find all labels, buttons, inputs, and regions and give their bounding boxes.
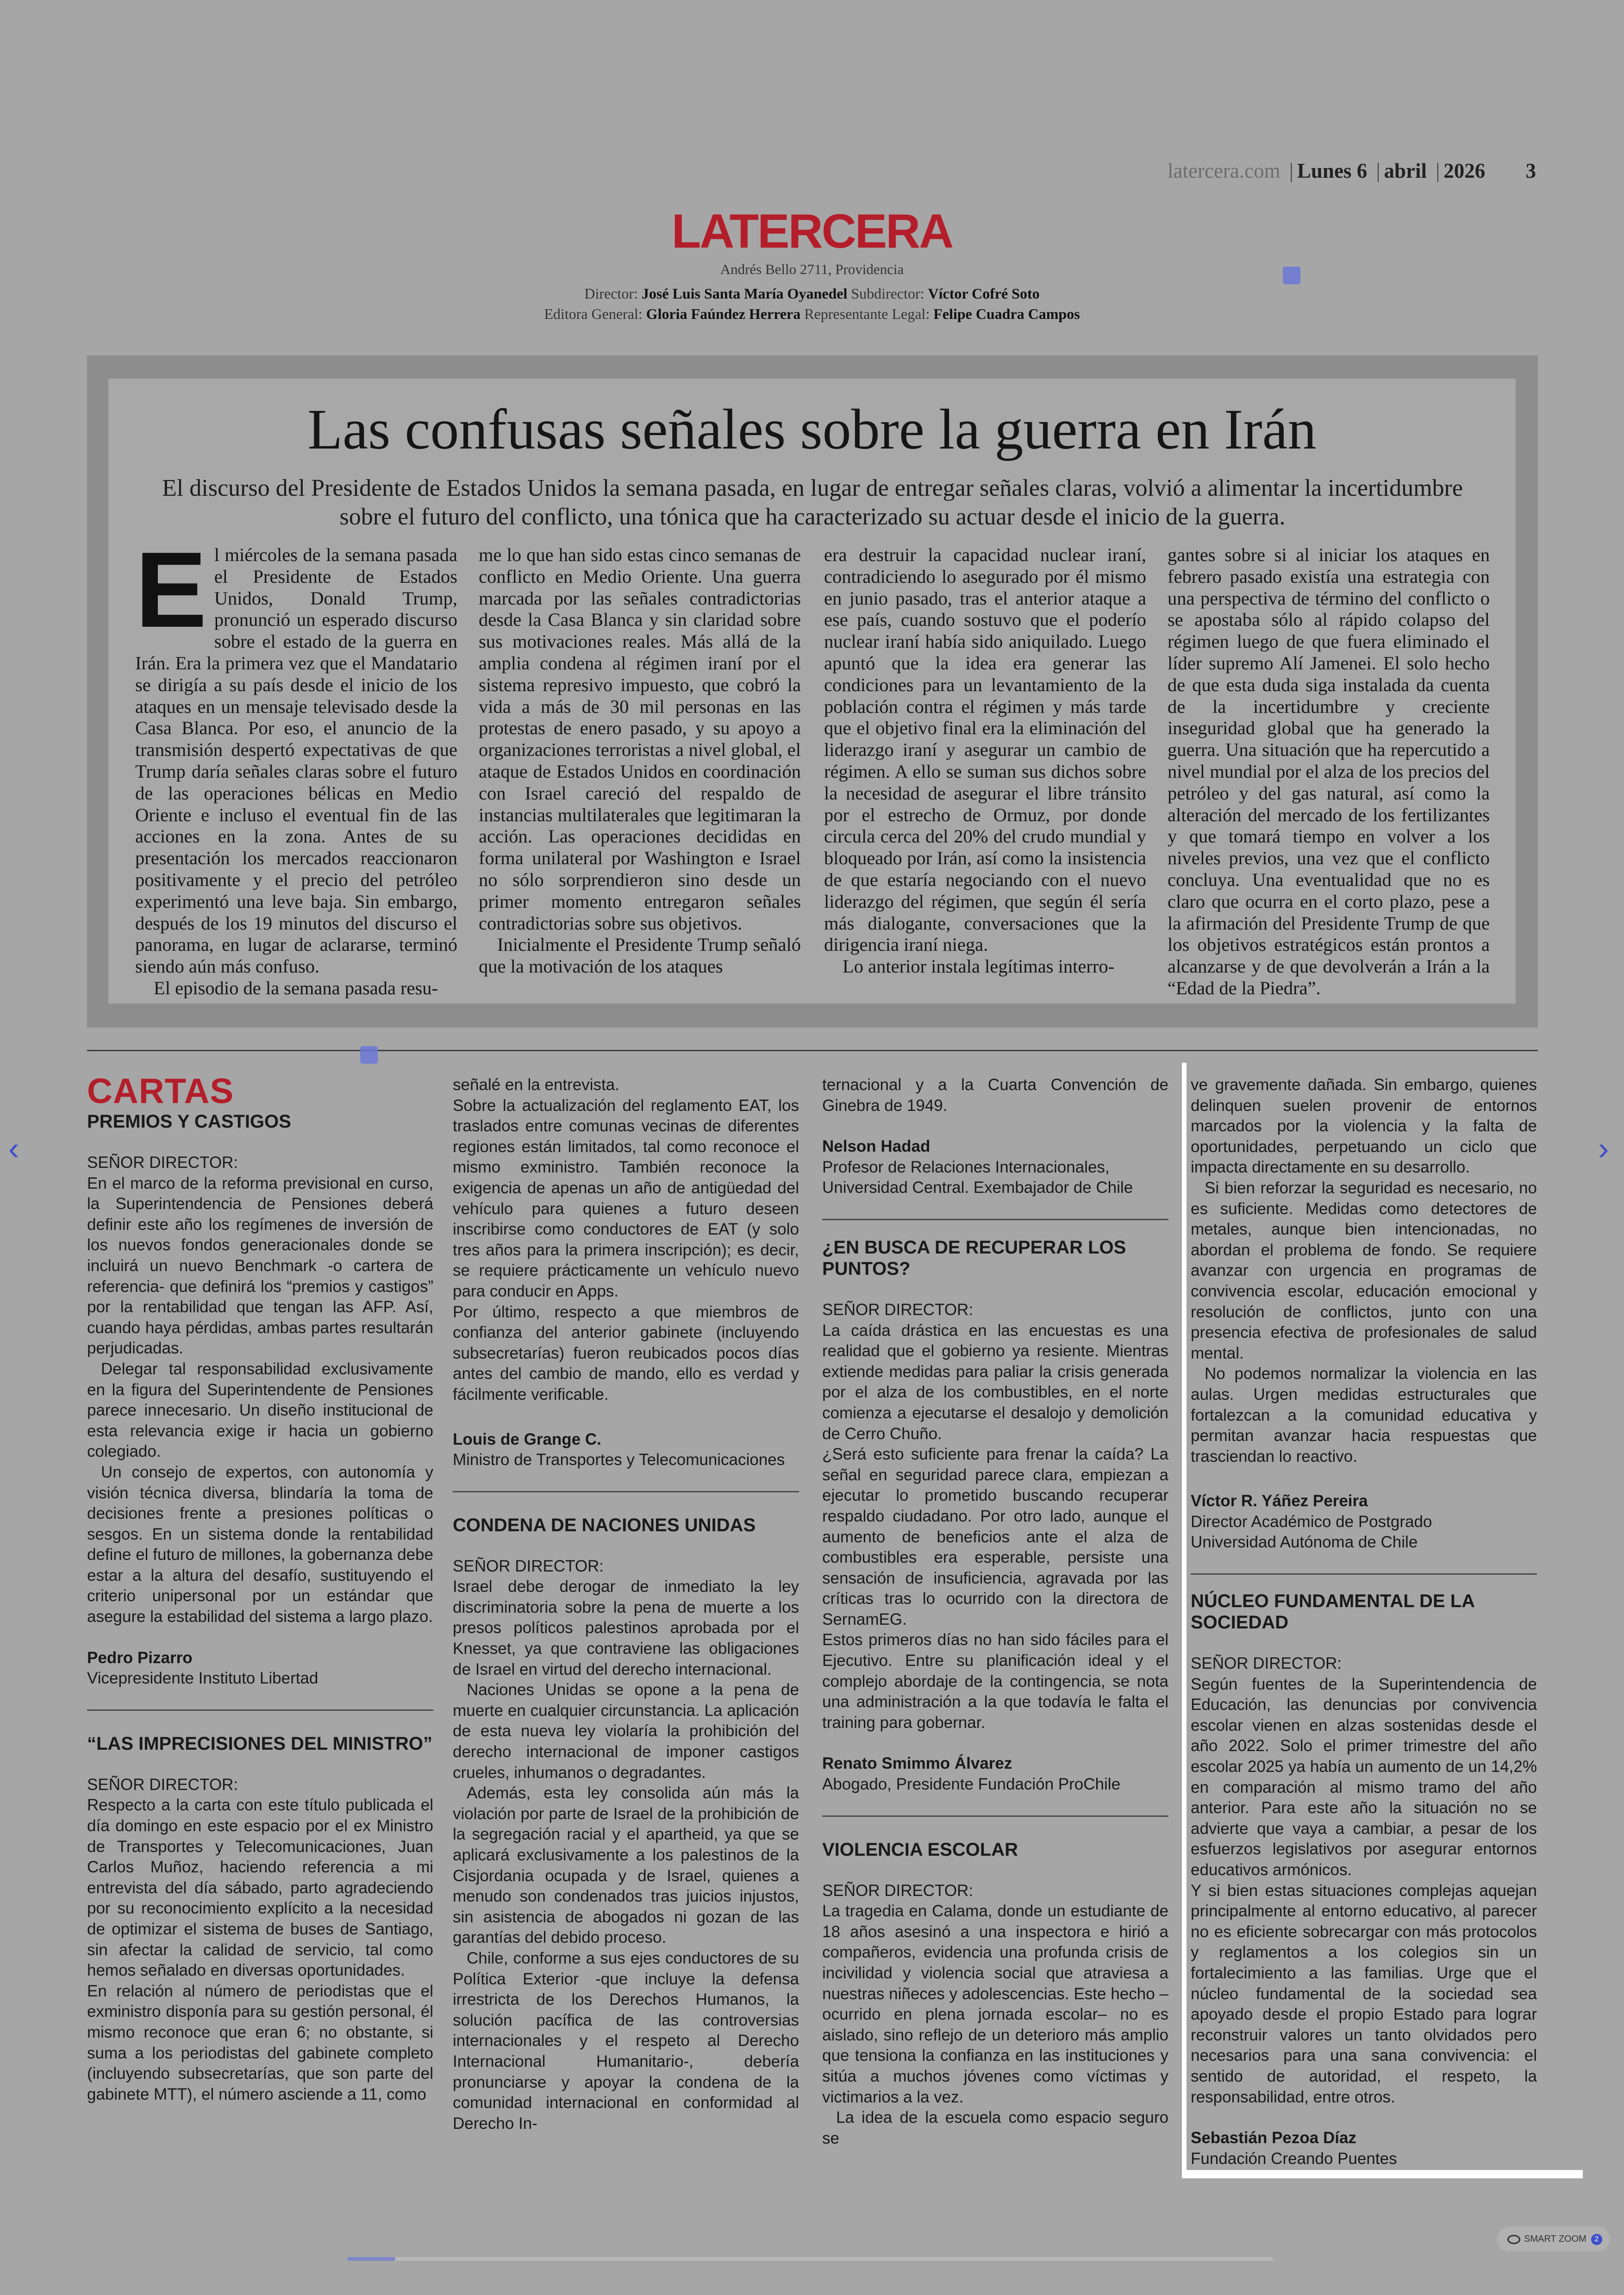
editora-name: Gloria Faúndez Herrera: [646, 306, 801, 322]
letter-divider: [87, 1709, 433, 1711]
letter-paragraph: Sobre la actualización del reglamento EAT, los traslados entre comunas vecinas de diferentes regiones están limitados, tal como reconoce el mismo exministro. También reconoce la exigencia de apenas un año de antigüedad del vehículo para quienes a futuro deseen inscribirse como conductores de EAT (y solo tres años para la primera inscripción); es decir, se requiere prácticamente un vehículo nuevo para conducir en Apps.: [453, 1096, 799, 1300]
letter-paragraph: En el marco de la reforma previsional en curso, la Superintendencia de Pensiones deberá definir este año los regímenes de inversión de los nuevos fondos generacionales donde se incluirá un nuevo Benchmark -o cartera de referencia- que definirá los “premios y castigos” por la rentabilidad que tengan las AFP. Así, cuando haya pérdidas, ambas partes resultarán perjudicadas.: [87, 1174, 433, 1358]
page-folio: latercera.com | Lunes 6 | abril | 2026 3: [1168, 159, 1536, 182]
zoom-badge: 2: [1591, 2234, 1602, 2245]
letter-author: Renato Smimmo Álvarez: [822, 1754, 1012, 1773]
salutation: SEÑOR DIRECTOR:: [1191, 1654, 1342, 1673]
letter-title: CONDENA DE NACIONES UNIDAS: [453, 1515, 756, 1535]
letter-paragraph: Chile, conforme a sus ejes conductores de su Política Exterior -que incluye la defensa irrestricta de los Derechos Humanos, la solución pacífica de las controversias internacionales y el respeto al Derecho Internacional Humanitario-, debería pronunciarse y apoyar la condena de la comunidad internacional en conformidad al Derecho In-: [453, 1949, 799, 2133]
salutation: SEÑOR DIRECTOR:: [453, 1557, 604, 1575]
letter-title: VIOLENCIA ESCOLAR: [822, 1839, 1018, 1860]
letter-paragraph: Por último, respecto a que miembros de confianza del anterior gabinete (incluyendo subsecretarías) fueron reubicados pocos días antes del cambio de mando, ello es verdad y fácilmente verificable.: [453, 1303, 799, 1403]
salutation: SEÑOR DIRECTOR:: [822, 1881, 974, 1900]
hotspot-button[interactable]: [360, 1046, 378, 1064]
letters-column-3: [822, 1075, 1168, 2149]
letter-author: Louis de Grange C.: [453, 1430, 601, 1448]
editorial-column-4: [1168, 544, 1490, 999]
letter-author-role: Vicepresidente Instituto Libertad: [87, 1669, 319, 1688]
editorial-title: Las confusas señales sobre la guerra en Irán: [307, 398, 1317, 461]
letter-title: PREMIOS Y CASTIGOS: [87, 1111, 291, 1132]
eye-icon: [1507, 2235, 1520, 2244]
editorial-column-2: [479, 544, 801, 978]
letter-author: Víctor R. Yáñez Pereira: [1191, 1492, 1368, 1510]
salutation: SEÑOR DIRECTOR:: [87, 1154, 238, 1172]
letters-column-1: [87, 1072, 433, 2105]
salutation: SEÑOR DIRECTOR:: [87, 1775, 238, 1794]
letter-author-role: Fundación Creando Puentes: [1191, 2149, 1397, 2168]
letter-divider: [1191, 1573, 1537, 1575]
page-scrollbar[interactable]: [347, 2257, 1273, 2261]
letter-author-role: Profesor de Relaciones Internacionales,: [822, 1158, 1110, 1176]
letter-paragraph: Según fuentes de la Superintendencia de Educación, las denuncias por convivencia escolar vienen en alzas sostenidas desde el año 2022. Solo el primer trimestre del año escolar 2025 ya había un aumento de un 14,2% en comparación al mismo tramo del año anterior. Para este año la situación no se advierte que vaya a cambiar, a pesar de los esfuerzos legislativos por asegurar entornos educativos armónicos.: [1191, 1675, 1537, 1879]
letter-divider: [453, 1491, 799, 1492]
letter-paragraph: Y si bien estas situaciones complejas aquejan principalmente al entorno educativo, al parecer no es eficiente sobrecargar con más protocolos y reglamentos a los colegios sin un fortalecimiento a las familias. Urge que el núcleo fundamental de la sociedad sea apoyado desde el propio Estado para lograr reconstruir valores un tanto olvidados pero necesarios para una sana convivencia: el sentido de autoridad, el respeto, la responsabilidad, entre otros.: [1191, 1881, 1537, 2106]
editorial-subtitle: El discurso del Presidente de Estados Unidos la semana pasada, en lugar de entregar señales claras, volvió a alimentar la incertidumbre sobre el futuro del conflicto, una tónica que ha caracterizado su actuar desde el inicio de la guerra.: [162, 475, 1463, 530]
letter-author-role: Director Académico de Postgrado: [1191, 1512, 1432, 1531]
representante-label: Representante Legal:: [804, 306, 930, 322]
letter-author: Sebastián Pezoa Díaz: [1191, 2129, 1356, 2147]
letter-paragraph: La caída drástica en las encuestas es una realidad que el gobierno ya resiente. Mientras extiende medidas para paliar la crisis generada por el alza de los combustibles, en el norte comienza a ejecutarse el desalojo y demolición de Cerro Chuño.: [822, 1321, 1168, 1443]
staff-credits: [0, 283, 1624, 324]
letter-paragraph: No podemos normalizar la violencia en las aulas. Urgen medidas estructurales que fortalezcan a la comunidad educativa y permitan avanzar hacia respuestas que trasciendan lo reactivo.: [1191, 1365, 1537, 1466]
next-page-icon[interactable]: ›: [1598, 1130, 1609, 1166]
editorial-paragraph: Inicialmente el Presidente Trump señaló que la motivación de los ataques: [479, 934, 801, 977]
hotspot-button[interactable]: [1283, 267, 1300, 284]
subdirector-label: Subdirector:: [851, 285, 924, 302]
letter-paragraph: Respecto a la carta con este título publicada el día domingo en este espacio por el ex Ministro de Transportes y Telecomunicaciones, Juan Carlos Muñoz, haciendo referencia a mi entrevista del día sábado, parto agradeciendo por su reconocimiento explícito a la necesidad de optimizar el sistema de buses de Santiago, sin afectar la calidad de servicio, tal como hemos señalado en diversas oportunidades.: [87, 1796, 433, 1980]
director-name: José Luis Santa María Oyanedel: [641, 285, 848, 302]
representante-name: Felipe Cuadra Campos: [933, 306, 1080, 322]
letters-column-2: [453, 1075, 799, 2134]
letter-paragraph: La tragedia en Calama, donde un estudiante de 18 años asesinó a una inspectora e hirió a compañeros, evidencia una profunda crisis de incivilidad y violencia social que atraviesa a nuestras niñeces y adolescencias. Este hecho –ocurrido en plena jornada escolar– no es aislado, sino reflejo de un deterioro más amplio que tensiona la confianza en las instituciones y sitúa a muchos jóvenes como víctimas y victimarios a la vez.: [822, 1902, 1168, 2106]
scrollbar-thumb[interactable]: [347, 2257, 395, 2261]
letter-author: Pedro Pizarro: [87, 1648, 193, 1667]
masthead: [0, 207, 1624, 324]
letter-author-role: Universidad Autónoma de Chile: [1191, 1533, 1418, 1552]
letter-paragraph: ternacional y a la Cuarta Convención de Ginebra de 1949.: [822, 1076, 1168, 1115]
newspaper-logo: LATERCERA: [671, 205, 953, 258]
letter-title: ¿EN BUSCA DE RECUPERAR LOS PUNTOS?: [822, 1237, 1126, 1279]
site-url: latercera.com: [1168, 159, 1280, 182]
letter-paragraph: Si bien reforzar la seguridad es necesario, no es suficiente. Medidas como detectores de metales, aunque bien intencionadas, no abordan el problema de fondo. Se requiere avanzar con urgencia en programas de convivencia escolar, educación emocional y resolución de conflictos, junto con una presencia efectiva de profesionales de salud mental.: [1191, 1179, 1537, 1362]
letter-author: Nelson Hadad: [822, 1137, 931, 1156]
section-title: CARTAS: [87, 1072, 234, 1111]
letters-column-4: [1191, 1075, 1537, 2169]
drop-cap: E: [135, 530, 207, 650]
letter-paragraph: Además, esta ley consolida aún más la violación por parte de Israel de la prohibición de la segregación racial y el apartheid, ya que se aplicará exclusivamente a los palestinos de la Cisjordania ocupada y de Israel, quienes a menudo son condenados tras juicios injustos, sin asistencia de abogados ni gozan de las garantías del debido proceso.: [453, 1784, 799, 1947]
director-label: Director:: [584, 285, 638, 302]
letter-title: NÚCLEO FUNDAMENTAL DE LA SOCIEDAD: [1191, 1591, 1474, 1633]
editorial-paragraph: l miércoles de la semana pasada el Presidente de Estados Unidos, Donald Trump, pronunció un esperado discurso sobre el estado de la guerra en Irán. Era la primera vez que el Mandatario se dirigía a su país desde el inicio de los ataques en un mensaje televisado desde la Casa Blanca. Por eso, el anuncio de la transmisión despertó expectativas de que Trump daría señales claras sobre el futuro de las operaciones bélicas en Medio Oriente e incluso el eventual fin de las acciones en la zona. Antes de su presentación los mercados reaccionaron positivamente y el precio del petróleo experimentó una leve baja. Sin embargo, después de los 19 minutos del discurso el panorama, en lugar de aclararse, terminó siendo aún más confuso.: [135, 544, 457, 977]
letter-author-role: Ministro de Transportes y Telecomunicaciones: [453, 1451, 785, 1469]
editorial-paragraph: gantes sobre si al iniciar los ataques en febrero pasado existía una estrategia con una perspectiva de término del conflicto o se apostaba sólo al rápido colapso del régimen luego de que fuera eliminado el líder supremo Alí Jamenei. El solo hecho de que esta duda siga instalada da cuenta de la incertidumbre y creciente inseguridad global que ha generado la guerra. Una situación que ha repercutido a nivel mundial por el alza de los precios del petróleo y del gas natural, así como la alteración del mercado de los fertilizantes y que tomará tiempo en volver a los niveles previos, una vez que el conflicto concluya. Una eventualidad que no es claro que ocurra en el corto plazo, pese a la afirmación del Presidente Trump de que los objetivos estratégicos están prontos a alcanzarse y de que devolverán a Irán a la “Edad de la Piedra”.: [1168, 544, 1490, 998]
letter-divider: [822, 1219, 1168, 1220]
date-month: abril: [1384, 159, 1427, 182]
letter-paragraph: ¿Será esto suficiente para frenar la caída? La señal en seguridad parece clara, empiezan a ejecutar lo prometido buscando recuperar respaldo ciudadano. Por otro lado, aunque el aumento de beneficios ante el alza de combustibles era esperable, persiste una sensación de insuficiencia, agravada por las críticas tras lo ocurrido con la directora de SernamEG.: [822, 1445, 1168, 1628]
letter-paragraph: La idea de la escuela como espacio seguro se: [822, 2108, 1168, 2147]
page-number: 3: [1525, 159, 1536, 182]
letter-paragraph: ve gravemente dañada. Sin embargo, quienes delinquen suelen provenir de entornos marcados por la violencia y la falta de oportunidades, perpetuando un ciclo que impacta directamente en su desarrollo.: [1191, 1076, 1537, 1177]
salutation: SEÑOR DIRECTOR:: [822, 1300, 974, 1319]
letter-paragraph: señalé en la entrevista.: [453, 1076, 619, 1094]
date-day: Lunes 6: [1297, 159, 1368, 182]
letter-paragraph: En relación al número de periodistas que el exministro disponía para su gestión personal, él mismo reconoce que eran 6; no obstante, si suma a los periodistas del gabinete completo (incluyendo subsecretarías, que son parte del gabinete MTT), el número asciende a 11, como: [87, 1982, 433, 2103]
editorial-paragraph: me lo que han sido estas cinco semanas de conflicto en Medio Oriente. Una guerra marcada por las señales contradictorias desde la Casa Blanca y sin claridad sobre sus motivaciones reales. Más allá de la amplia condena al régimen iraní por el sistema represivo impuesto, que cobró la vida a más de 30 mil personas en las protestas de enero pasado, y su apoyo a organizaciones terroristas a nivel global, el ataque de Estados Unidos en coordinación con Israel careció del respaldo de instancias multilaterales que legitimaran la acción. Las operaciones decididas en forma unilateral por Washington e Israel no sólo sorprendieron sino desde un primer momento entregaron señales contradictorias sobre sus objetivos.: [479, 544, 801, 934]
letter-paragraph: Israel debe derogar de inmediato la ley discriminatoria sobre la pena de muerte a los presos políticos palestinos aprobada por el Knesset, ya que contraviene las obligaciones de Israel en virtud del derecho internacional.: [453, 1578, 799, 1678]
letter-paragraph: Naciones Unidas se opone a la pena de muerte en cualquier circunstancia. La aplicación de esta nueva ley violaría la prohibición del derecho internacional de imponer castigos crueles, inhumanos o degradantes.: [453, 1681, 799, 1782]
letter-divider: [822, 1815, 1168, 1817]
smart-zoom-button[interactable]: [1497, 2226, 1610, 2251]
editorial-paragraph: El episodio de la semana pasada resu-: [154, 977, 438, 998]
editorial-paragraph: era destruir la capacidad nuclear iraní, contradiciendo lo asegurado por él mismo en junio pasado, tras el anterior ataque a ese país, cuando sostuvo que el poderío nuclear iraní había sido aniquilado. Luego apuntó que la idea era generar las condiciones para un levantamiento de la población contra el régimen y más tarde que el objetivo final era la eliminación del liderazgo iraní y asegurar un cambio de régimen. A ello se suman sus dichos sobre la necesidad de asegurar el libre tránsito por el estrecho de Ormuz, por donde circula cerca del 20% del crudo mundial y bloqueado por Irán, así como la insistencia de que estaría negociando con el nuevo liderazgo del régimen, que según él sería más dialogante, conversaciones que la dirigencia iraní niega.: [824, 544, 1146, 955]
letter-paragraph: Un consejo de expertos, con autonomía y visión técnica diversa, blindaría la toma de decisiones frente a presiones políticas o sesgos. En un sistema donde la rentabilidad define el futuro de millones, la gobernanza debe estar a la altura del desafío, sustituyendo el criterio unipersonal por un estándar que asegure la estabilidad del sistema a largo plazo.: [87, 1463, 433, 1626]
editorial-column-1: [135, 530, 457, 999]
section-divider: [87, 1050, 1538, 1051]
address: Andrés Bello 2711, Providencia: [720, 261, 904, 277]
prev-page-icon[interactable]: ‹: [8, 1130, 19, 1166]
subdirector-name: Víctor Cofré Soto: [928, 285, 1040, 302]
smart-zoom-label: SMART ZOOM: [1524, 2234, 1587, 2244]
letter-author-role: Abogado, Presidente Fundación ProChile: [822, 1775, 1121, 1794]
editora-label: Editora General:: [544, 306, 643, 322]
date-year: 2026: [1443, 159, 1486, 182]
letter-author-role: Universidad Central. Exembajador de Chile: [822, 1179, 1133, 1197]
letter-paragraph: Estos primeros días no han sido fáciles para el Ejecutivo. Entre su planificación ideal y el complejo abordaje de la contingencia, se nota una administración a la que todavía le falta el training para gobernar.: [822, 1631, 1168, 1732]
letter-title: “LAS IMPRECISIONES DEL MINISTRO”: [87, 1733, 432, 1754]
editorial-column-3: [824, 544, 1146, 978]
editorial-paragraph: Lo anterior instala legítimas interro-: [843, 956, 1115, 977]
letter-paragraph: Delegar tal responsabilidad exclusivamente en la figura del Superintendente de Pensiones parece innecesario. Un diseño institucional de esta relevancia exige ir hacia un gobierno colegiado.: [87, 1360, 433, 1461]
